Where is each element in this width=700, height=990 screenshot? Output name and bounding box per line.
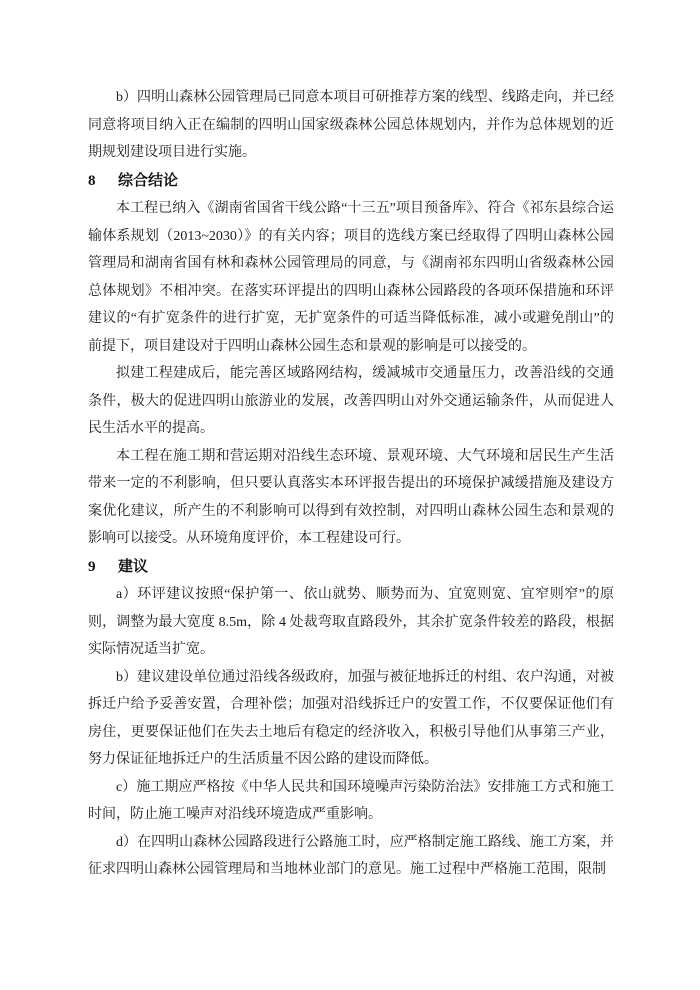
section-number: 8 — [88, 172, 96, 189]
section-title: 建议 — [118, 557, 149, 575]
paragraph-suggestion-b: b）建议建设单位通过沿线各级政府，加强与被征地拆迁的村组、农户沟通，对被拆迁户给予妥善安置，合理补偿；加强对沿线拆迁户的安置工作，不仅要保证他们有房住，更要保证他们在失去土地后有稳定的经济收入，积极引导他们从事第三产业，努力保证征地拆迁户的生活质量不因公路的建设而降低。 — [88, 669, 614, 767]
paragraph-suggestion-a: a）环评建议按照“保护第一、依山就势、顺势而为、宜宽则宽、宜窄则窄”的原则，调整为最大宽度 8.5m，除 4 处裁弯取直路段外，其余扩宽条件较差的路段，根据实际情况适当扩宽。 — [88, 587, 614, 657]
section-title: 综合结论 — [118, 171, 179, 189]
paragraph-overall-conclusion-1: 本工程已纳入《湖南省国省干线公路“十三五”项目预备库》、符合《祁东县综合运输体系规划（2013~2030）》的有关内容；项目的选线方案已经取得了四明山森林公园管理局和湖南省国有林和森林公园管理局的同意，与《湖南祁东四明山省级森林公园总体规划》不相冲突。在落实环评提出的四明山森林公园路段的各项环保措施和环评建议的“有扩宽条件的进行扩宽，无扩宽条件的可适当降低标准，减小或避免削山”的前提下，项目建设对于四明山森林公园生态和景观的影响是可以接受的。 — [88, 201, 614, 354]
paragraph-suggestion-d-truncated: d）在四明山森林公园路段进行公路施工时，应严格制定施工路线、施工方案，并征求四明山森林公园管理局和当地林业部门的意见。施工过程中严格施工范围，限制 — [88, 834, 614, 877]
section-number: 9 — [88, 558, 96, 575]
paragraph-suggestion-c: c）施工期应严格按《中华人民共和国环境噪声污染防治法》安排施工方式和施工时间，防止施工噪声对沿线环境造成严重影响。 — [88, 779, 614, 822]
paragraph-overall-conclusion-2: 拟建工程建成后，能完善区域路网结构，缓减城市交通量压力，改善沿线的交通条件，极大的促进四明山旅游业的发展，改善四明山对外交通运输条件，从而促进人民生活水平的提高。 — [88, 366, 614, 436]
paragraph-item-b-prev-section: b）四明山森林公园管理局已同意本项目可研推荐方案的线型、线路走向，并已经同意将项目纳入正在编制的四明山国家级森林公园总体规划内，并作为总体规划的近期规划建设项目进行实施。 — [88, 90, 614, 160]
document-page — [88, 84, 614, 884]
section-heading-9 — [88, 553, 614, 582]
paragraph-overall-conclusion-3: 本工程在施工期和营运期对沿线生态环境、景观环境、大气环境和居民生产生活带来一定的不利影响，但只要认真落实本环评报告提出的环境保护减缓措施及建设方案优化建议，所产生的不利影响可以得到有效控制，对四明山森林公园生态和景观的影响可以接受。从环境角度评价，本工程建设可行。 — [88, 448, 614, 546]
section-heading-8 — [88, 167, 614, 196]
